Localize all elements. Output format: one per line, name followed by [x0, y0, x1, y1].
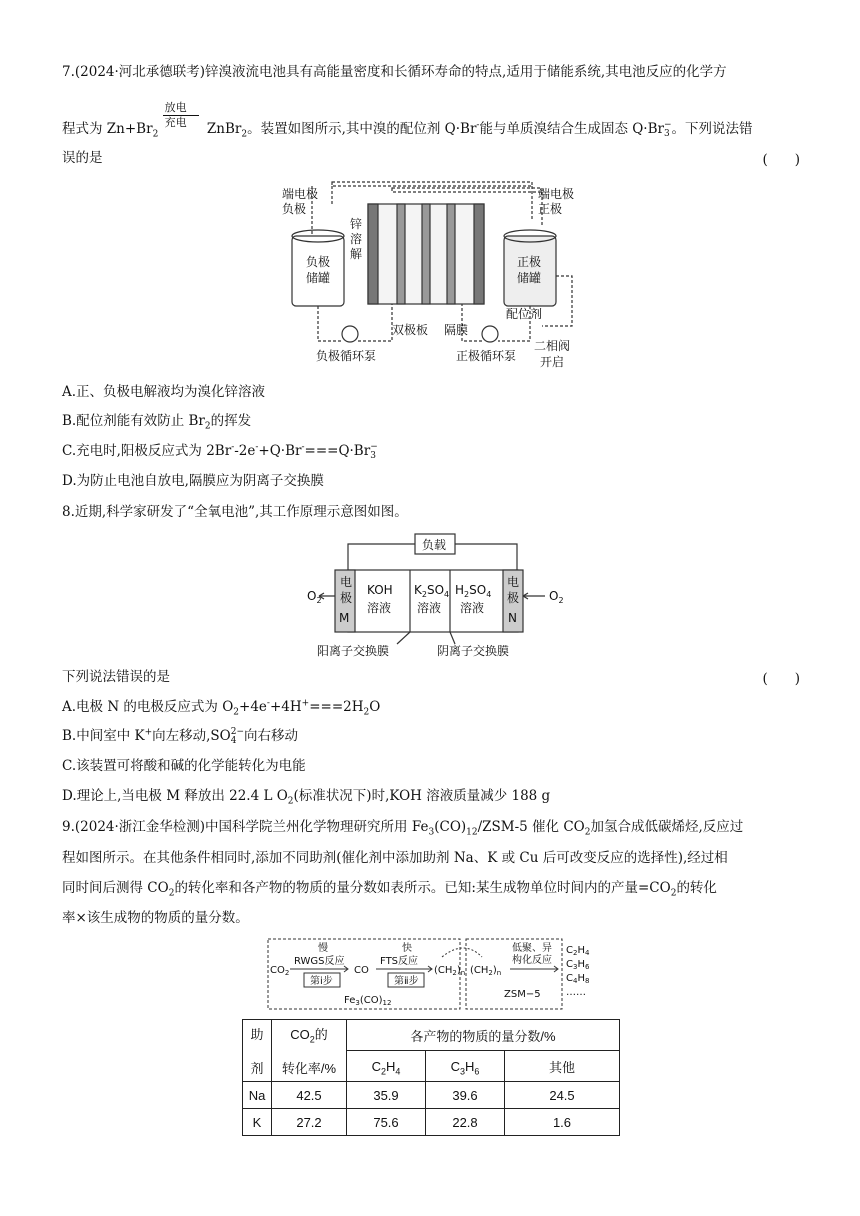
cell-conversion: 42.5 — [272, 1082, 347, 1109]
q8-option-b-part3: 向右移动 — [244, 728, 299, 744]
q8-option-a-part3: +4H — [269, 699, 302, 715]
q9-line1-part3: /ZSM-5 催化 CO — [477, 819, 585, 835]
product-more: …… — [566, 987, 586, 998]
q8-option-a-part2: +4e — [239, 699, 267, 715]
pos-tank-label: 正极 — [517, 255, 542, 269]
q9-line3-part1: 同时间后测得 CO — [62, 880, 169, 896]
q8-option-b: B.中间室中 K+向左移动,SO 2− 4 向右移动 — [62, 726, 299, 746]
step1-label: 第ⅰ步 — [310, 976, 333, 987]
zinc-label: 锌 — [350, 217, 363, 231]
q7-option-d: D.为防止电池自放电,隔膜应为阴离子交换膜 — [62, 473, 324, 489]
co2-hydrogenation-process-figure — [266, 935, 606, 1013]
q9-stem-line3: 同时间后测得 $CO_2$的转化率和各产物的物质的量分数如表所示。已知:某生成物单位时间内的产量$=CO_2$的转化 — [62, 880, 717, 899]
q7-eq-right: ZnBr — [206, 121, 242, 137]
q9-stem-line1: 9.(2024·浙江金华检测)中国科学院兰州化学物理研究所用 $Fe_3(CO)_{12}/ZSM-5$ 催化 $CO_2$加氢合成低碳烯烃,反应过 — [62, 819, 744, 838]
electrode-n-label: 电 — [507, 575, 520, 589]
membrane-label: 隔膜 — [444, 323, 469, 337]
product-c2h4: $C_2H_4$ — [566, 945, 590, 957]
q9-line3-part3: 的转化 — [676, 880, 717, 896]
header-conversion: $CO_2$的 转化率/% — [272, 1020, 347, 1082]
reaction-arrow — [163, 100, 203, 140]
q8-ask: 下列说法错误的是 — [62, 669, 170, 685]
anion-membrane-label: 阴离子交换膜 — [437, 644, 510, 658]
cell-c3h6: 22.8 — [426, 1109, 505, 1136]
koh-label: KOH — [367, 583, 393, 597]
arrow-label-discharge: 放电 — [164, 100, 187, 114]
cell-agent: K — [243, 1109, 272, 1136]
q7-eq-left: 程式为 Zn+Br — [62, 121, 153, 137]
cell-c3h6: 39.6 — [426, 1082, 505, 1109]
load-label: 负载 — [422, 538, 447, 552]
valve-label: 二相阀 — [534, 339, 571, 353]
header-c2h4: $C_2H_4$ — [347, 1051, 426, 1082]
cell-c2h4: 35.9 — [347, 1082, 426, 1109]
step2-label: 第ⅱ步 — [394, 976, 419, 987]
electrode-m-label-2: 极 — [340, 591, 353, 605]
q7-answer-paren: ( ) — [762, 152, 800, 168]
zinc-bromine-battery-figure — [272, 176, 592, 376]
br3-ion-label: − 3 — [663, 119, 672, 139]
table-row — [243, 1082, 620, 1109]
pos-electrode-label-2: 正极 — [538, 202, 563, 216]
q8-option-d: D.理论上,当电极 M 释放出 22.4 L $O_2$(标准状况下)时,KOH 溶液质量减少 188 g — [62, 788, 551, 807]
q8-option-d-part2: (标准状况下)时,KOH 溶液质量减少 188 g — [293, 788, 551, 804]
q7-option-b-part2: 的挥发 — [210, 413, 252, 429]
k2so4-label: $K_2SO_4$ — [414, 583, 450, 599]
sulfate-ion-label: 2− 4 — [230, 726, 245, 746]
q7-option-b: B.配位剂能有效防止 $Br_2$的挥发 — [62, 413, 252, 432]
q8-answer-paren: ( ) — [762, 671, 800, 687]
electrode-n-label-2: 极 — [507, 591, 520, 605]
q7-stem-line3 — [62, 148, 800, 168]
koh-solution-label: 溶液 — [367, 601, 392, 615]
q9-stem-line4: 率×该生成物的物质的量分数。 — [62, 910, 249, 926]
q8-option-a-part5: O — [369, 699, 381, 715]
q7-stem-part-e: 。下列说法错 — [671, 121, 753, 137]
cell-other: 1.6 — [505, 1109, 620, 1136]
fe-catalyst-label: $Fe_3(CO)_{12}$ — [344, 995, 392, 1007]
neg-tank-label: 负极 — [306, 255, 331, 269]
h2so4-label: $H_2SO_4$ — [455, 583, 492, 599]
complexing-agent-label: 配位剂 — [506, 307, 543, 321]
q8-option-b-part2: 向左移动,SO — [152, 728, 231, 744]
slow-label: 慢 — [318, 943, 328, 954]
ch2n-node: $(CH_2)_n$ — [434, 965, 466, 977]
header-c3h6: $C_3H_6$ — [426, 1051, 505, 1082]
q7-option-c-part1: C.充电时,阳极反应式为 2Br — [62, 443, 232, 459]
q7-option-a: A.正、负极电解液均为溴化锌溶液 — [62, 384, 266, 400]
arrow-label-charge: 充电 — [164, 115, 187, 129]
co2-node: $CO_2$ — [270, 965, 290, 977]
h2so4-solution-label: 溶液 — [460, 601, 485, 615]
fast-label: 快 — [402, 943, 412, 954]
catalyst-results-table — [242, 1019, 620, 1136]
q7-option-c: C.充电时,阳极反应式为 2Br--2e-+Q·Br-===Q·Br − 3 — [62, 441, 378, 461]
pos-tank-label-2: 储罐 — [517, 271, 542, 285]
k2so4-solution-label: 溶液 — [417, 601, 442, 615]
q8-option-a-part4: ===2H — [309, 699, 364, 715]
q7-option-c-part4: ===Q·Br — [304, 443, 371, 459]
q7-option-c-part3: +Q·Br — [258, 443, 302, 459]
cation-membrane-label: 阳离子交换膜 — [317, 644, 390, 658]
all-oxygen-battery-figure — [305, 532, 565, 660]
q9-line1-part2: (CO) — [434, 819, 467, 835]
neg-electrode-label-2: 负极 — [282, 202, 307, 216]
q9-line1-part4: 加氢合成低碳烯烃,反应过 — [590, 819, 744, 835]
header-agent: 助 剂 — [243, 1020, 272, 1082]
q7-stem-part-d: 能与单质溴结合生成固态 Q·Br — [479, 121, 664, 137]
o2-right-label: $O_2$ — [549, 589, 564, 605]
br3-ion-label-2: − 3 — [370, 441, 378, 461]
q7-option-b-part1: B.配位剂能有效防止 Br — [62, 413, 205, 429]
cell-c2h4: 75.6 — [347, 1109, 426, 1136]
cell-other: 24.5 — [505, 1082, 620, 1109]
ch2n-node-2: $(CH_2)_n$ — [470, 965, 502, 977]
q7-stem-part-c: 。装置如图所示,其中溴的配位剂 Q·Br — [247, 121, 477, 137]
product-c4h8: $C_4H_8$ — [566, 973, 590, 985]
q8-option-b-part1: B.中间室中 K — [62, 728, 145, 744]
pos-pump-label: 正极循环泵 — [456, 349, 517, 363]
zsm5-label: ZSM−5 — [504, 989, 541, 1000]
q7-stem-line1: 7.(2024·河北承德联考)锌溴液流电池具有高能量密度和长循环寿命的特点,适用于储能系统,其电池反应的化学方 — [62, 64, 727, 80]
rwgs-label: RWGS反应 — [294, 956, 345, 967]
q8-option-d-part1: D.理论上,当电极 M 释放出 22.4 L O — [62, 788, 288, 804]
q7-stem-line2: 程式为 $Zn+Br_2$ 放电 充电 ZnBr$_2$。装置如图所示,其中溴的配位剂 Q·Br-能与单质溴结合生成固态 Q·Br − 3 。下列说法错 — [62, 119, 800, 140]
pos-electrode-label: 端电极 — [538, 187, 575, 201]
header-fraction: 各产物的物质的量分数/% — [347, 1020, 620, 1051]
co-node: CO — [354, 965, 369, 976]
q7-stem-text: 误的是 — [62, 150, 103, 166]
header-other: 其他 — [505, 1051, 620, 1082]
q8-option-a: A.电极 N 的电极反应式为 $O_2+4e^-+4H^+===2H_2O$ — [62, 698, 381, 718]
o2-left-label: $O_2$ — [307, 589, 322, 605]
electrode-m-label-3: M — [339, 611, 350, 625]
table-row — [243, 1109, 620, 1136]
oligomerization-label: 低聚、异 — [512, 943, 552, 954]
q9-line1-part1: 9.(2024·浙江金华检测)中国科学院兰州化学物理研究所用 Fe — [62, 819, 429, 835]
valve-label-2: 开启 — [540, 355, 565, 369]
fts-label: FTS反应 — [380, 956, 419, 967]
q8-option-a-part1: A.电极 N 的电极反应式为 O — [62, 699, 234, 715]
zinc-label-3: 解 — [350, 247, 363, 261]
q8-option-c: C.该装置可将酸和碱的化学能转化为电能 — [62, 758, 306, 774]
zinc-label-2: 溶 — [350, 232, 363, 246]
electrode-m-label: 电 — [340, 575, 353, 589]
product-c3h6: $C_3H_6$ — [566, 959, 590, 971]
cell-conversion: 27.2 — [272, 1109, 347, 1136]
neg-tank-label-2: 储罐 — [306, 271, 331, 285]
q8-stem: 8.近期,科学家研发了“全氧电池”,其工作原理示意图如图。 — [62, 504, 408, 520]
cell-agent: Na — [243, 1082, 272, 1109]
q9-stem-line2: 程如图所示。在其他条件相同时,添加不同助剂(催化剂中添加助剂 Na、K 或 Cu 后可改变反应的选择性),经过相 — [62, 850, 728, 866]
q7-option-c-part2: -2e — [234, 443, 256, 459]
bipolar-plate-label: 双极板 — [392, 323, 429, 337]
electrode-n-label-3: N — [508, 611, 517, 625]
neg-pump-label: 负极循环泵 — [316, 349, 377, 363]
oligomerization-label-2: 构化反应 — [512, 955, 552, 966]
neg-electrode-label: 端电极 — [282, 187, 319, 201]
q9-line3-part2: 的转化率和各产物的物质的量分数如表所示。已知:某生成物单位时间内的产量=CO — [174, 880, 671, 896]
